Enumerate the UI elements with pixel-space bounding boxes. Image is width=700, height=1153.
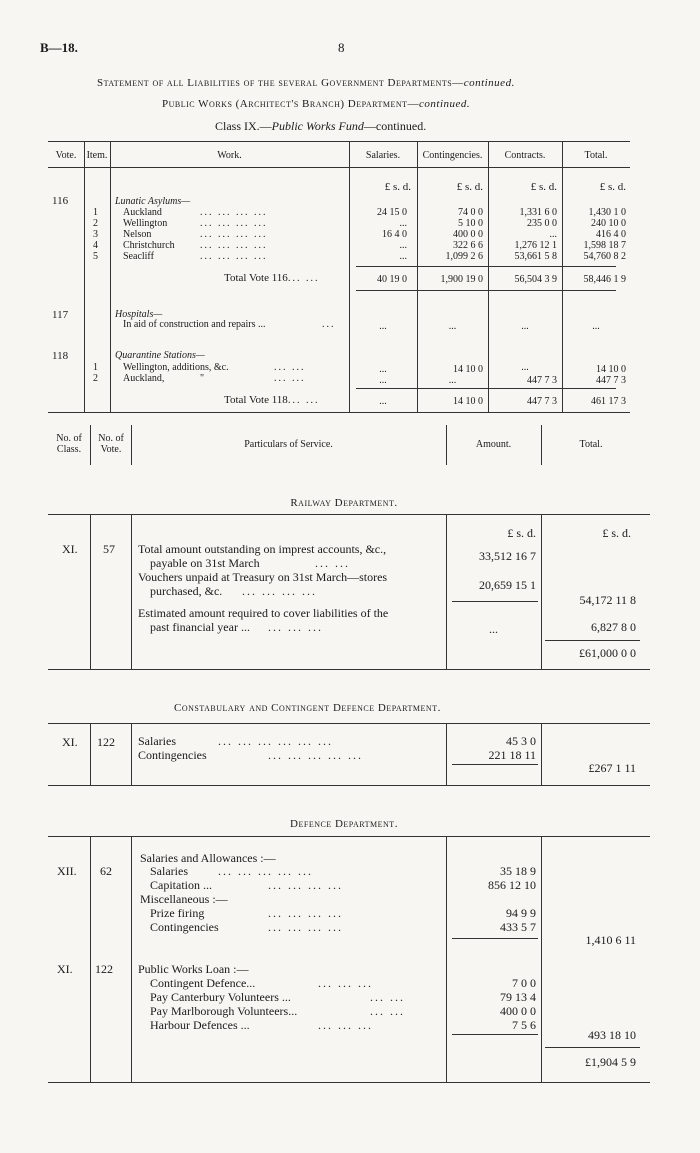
grand-total: £61,000 0 0 bbox=[579, 646, 636, 660]
statement-title: Statement of all Liabilities of the several Government Departments—continued. bbox=[97, 77, 515, 89]
section-title: Railway Department. bbox=[290, 497, 398, 509]
class-number: XII. bbox=[57, 864, 77, 878]
class-subtitle: Class IX.—Public Works Fund—continued. bbox=[215, 119, 427, 133]
header-class-no: No. of Class. bbox=[56, 433, 82, 455]
total-label: Total Vote 116 bbox=[224, 272, 288, 284]
header-total: Total. bbox=[584, 150, 608, 161]
currency-label: £ s. d. bbox=[456, 181, 483, 193]
vote-number: 118 bbox=[52, 350, 69, 362]
total-label: Total Vote 118 bbox=[224, 394, 288, 406]
header-item: Item. bbox=[86, 150, 108, 161]
header-vote: Vote. bbox=[55, 150, 77, 161]
header-particulars: Particulars of Service. bbox=[244, 439, 333, 450]
currency-label: £ s. d. bbox=[507, 526, 536, 540]
header-contingencies: Contingencies. bbox=[422, 150, 483, 161]
department-subtitle: Public Works (Architect's Branch) Department—continued. bbox=[162, 98, 471, 110]
vote-number: 122 bbox=[95, 962, 113, 976]
section-title: Constabulary and Contingent Defence Department. bbox=[174, 702, 441, 714]
header-total: Total. bbox=[579, 439, 603, 450]
currency-label: £ s. d. bbox=[384, 181, 411, 193]
class-number: XI. bbox=[62, 735, 78, 749]
grand-total: £267 1 11 bbox=[588, 761, 636, 775]
group-heading: Public Works Loan :— bbox=[138, 962, 249, 976]
vote-number: 57 bbox=[103, 542, 115, 556]
header-work: Work. bbox=[217, 150, 242, 161]
class-number: XI. bbox=[62, 542, 78, 556]
currency-label: £ s. d. bbox=[602, 526, 631, 540]
vote-number: 122 bbox=[97, 735, 115, 749]
currency-label: £ s. d. bbox=[530, 181, 557, 193]
section-heading: Hospitals— bbox=[115, 309, 163, 320]
section-heading: Lunatic Asylums— bbox=[115, 196, 191, 207]
group-heading: Salaries and Allowances :— bbox=[140, 851, 276, 865]
header-contracts: Contracts. bbox=[504, 150, 546, 161]
section-title: Defence Department. bbox=[290, 818, 398, 830]
vote-number: 62 bbox=[100, 864, 112, 878]
header-salaries: Salaries. bbox=[365, 150, 401, 161]
section-heading: Quarantine Stations— bbox=[115, 350, 205, 361]
vote-number: 117 bbox=[52, 309, 69, 321]
header-amount: Amount. bbox=[475, 439, 512, 450]
page-code: B—18. bbox=[40, 40, 78, 55]
subtotal: 1,410 6 11 bbox=[585, 933, 636, 947]
page-number: 8 bbox=[338, 40, 345, 55]
subtotal: 493 18 10 bbox=[588, 1028, 636, 1042]
class-number: XI. bbox=[57, 962, 73, 976]
header-vote-no: No. of Vote. bbox=[98, 433, 124, 455]
currency-label: £ s. d. bbox=[599, 181, 626, 193]
group-heading: Miscellaneous :— bbox=[140, 892, 228, 906]
vote-number: 116 bbox=[52, 195, 69, 207]
grand-total: £1,904 5 9 bbox=[585, 1055, 636, 1069]
